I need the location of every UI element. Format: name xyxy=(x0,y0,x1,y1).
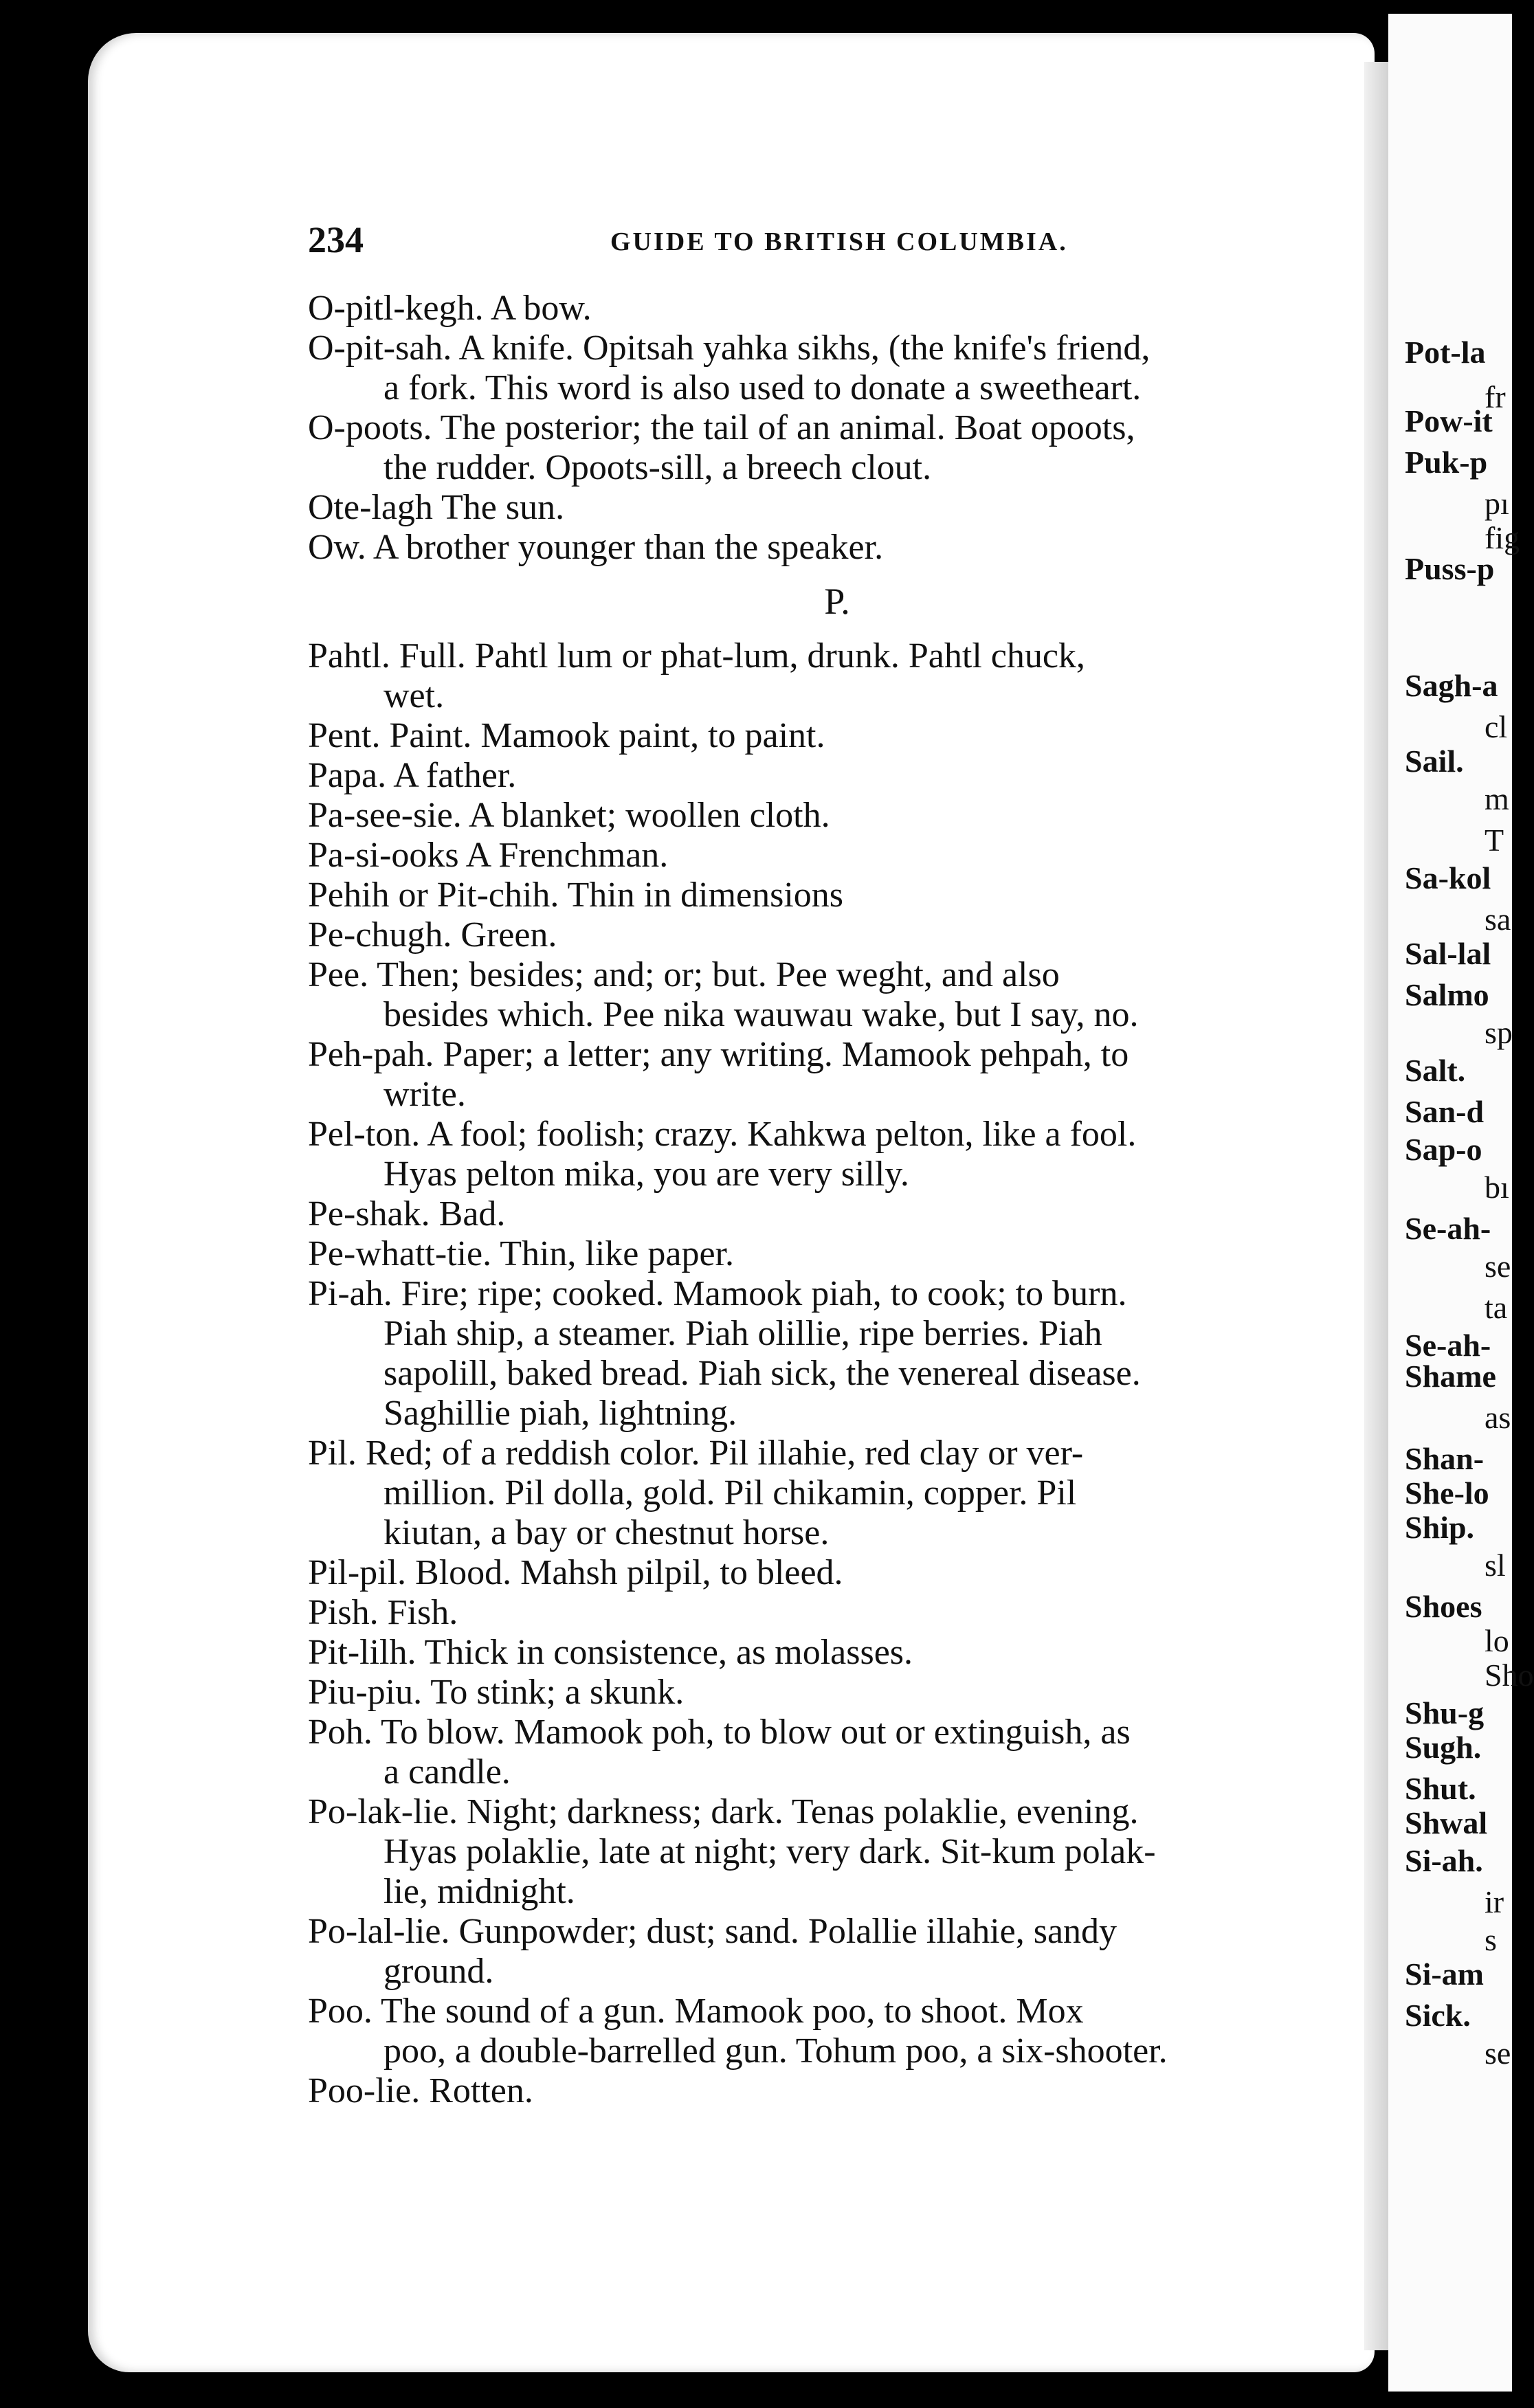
facing-page-fragment: Sugh. xyxy=(1405,1730,1482,1765)
facing-page-fragment: Shwal xyxy=(1405,1805,1488,1840)
dictionary-entry xyxy=(308,1274,1366,1434)
facing-page-fragment: Sa-kol xyxy=(1405,860,1491,895)
facing-page-fragment: Ship. xyxy=(1405,1510,1475,1545)
facing-page-fragment: Sap-o xyxy=(1405,1132,1482,1167)
entry-headline: Pil-pil. Blood. Mahsh pilpil, to bleed. xyxy=(308,1553,843,1592)
facing-page-fragment: sl xyxy=(1485,1548,1506,1583)
entry-continuation: Piah ship, a steamer. Piah olillie, ripe berries. Piah xyxy=(384,1314,1102,1353)
dictionary-entry xyxy=(308,1035,1366,1115)
dictionary-entry xyxy=(308,1115,1366,1194)
entry-headline: O-poots. The posterior; the tail of an animal. Boat opoots, xyxy=(308,408,1135,447)
entry-headline: Pent. Paint. Mamook paint, to paint. xyxy=(308,716,825,755)
facing-page-fragment: Sagh-a xyxy=(1405,668,1498,703)
entry-continuation: Saghillie piah, lightning. xyxy=(384,1394,737,1433)
dictionary-column xyxy=(308,289,1366,2111)
dictionary-entry xyxy=(308,1713,1366,1792)
entry-headline: Poo. The sound of a gun. Mamook poo, to shoot. Mox xyxy=(308,1992,1084,2031)
entry-continuation: the rudder. Opoots-sill, a breech clout. xyxy=(384,448,932,487)
entry-headline: Pit-lilh. Thick in consistence, as molasses. xyxy=(308,1633,913,1672)
entry-continuation: kiutan, a bay or chestnut horse. xyxy=(384,1513,830,1552)
entry-headline: Pee. Then; besides; and; or; but. Pee weght, and also xyxy=(308,955,1060,994)
entry-headline: Papa. A father. xyxy=(308,756,517,795)
facing-page-fragment: ta xyxy=(1485,1290,1508,1325)
facing-page-fragment: Shut. xyxy=(1405,1771,1476,1806)
facing-page-fragment: Sal-lal xyxy=(1405,936,1491,971)
facing-page-fragment: fr xyxy=(1485,379,1506,414)
entry-headline: Pa-si-ooks A Frenchman. xyxy=(308,836,669,875)
entry-headline: Poo-lie. Rotten. xyxy=(308,2071,533,2110)
dictionary-entry xyxy=(308,1673,1366,1713)
dictionary-entry xyxy=(308,636,1366,716)
dictionary-entry xyxy=(308,289,1366,328)
page-header xyxy=(308,219,1366,260)
dictionary-entry xyxy=(308,328,1366,408)
dictionary-entry xyxy=(308,1792,1366,1912)
dictionary-entry xyxy=(308,1912,1366,1992)
entry-headline: Ote-lagh The sun. xyxy=(308,488,565,527)
facing-page-fragment: sa xyxy=(1485,902,1511,937)
entry-headline: Ow. A brother younger than the speaker. xyxy=(308,528,884,567)
facing-page-fragment: San-d xyxy=(1405,1094,1485,1129)
dictionary-entry xyxy=(308,836,1366,876)
facing-page-fragment: Se-ah- xyxy=(1405,1328,1491,1363)
dictionary-entry xyxy=(308,876,1366,915)
dictionary-entry xyxy=(308,915,1366,955)
facing-page-fragment: Puk-p xyxy=(1405,445,1488,480)
dictionary-entry xyxy=(308,488,1366,528)
entry-continuation: write. xyxy=(384,1075,466,1114)
facing-page-fragment: She-lo xyxy=(1405,1475,1489,1510)
facing-page-fragment: Sho xyxy=(1485,1658,1534,1693)
entry-headline: Po-lak-lie. Night; darkness; dark. Tenas polaklie, evening. xyxy=(308,1792,1139,1831)
entry-continuation: a fork. This word is also used to donate a sweetheart. xyxy=(384,368,1142,408)
entry-continuation: sapolill, baked bread. Piah sick, the venereal disease. xyxy=(384,1354,1141,1393)
facing-page-fragment: se xyxy=(1485,1249,1511,1284)
entry-headline: Pahtl. Full. Pahtl lum or phat-lum, drunk. Pahtl chuck, xyxy=(308,636,1085,676)
facing-page-fragment: Shu-g xyxy=(1405,1695,1485,1730)
facing-page-fragment: ir xyxy=(1485,1884,1504,1919)
entry-continuation: Hyas polaklie, late at night; very dark. Sit-kum polak- xyxy=(384,1832,1156,1871)
entry-continuation: poo, a double-barrelled gun. Tohum poo, a six-shooter. xyxy=(384,2031,1168,2071)
facing-page-fragment: m xyxy=(1485,781,1509,816)
entry-headline: Pe-whatt-tie. Thin, like paper. xyxy=(308,1234,734,1273)
facing-page-fragment: Se-ah- xyxy=(1405,1211,1491,1246)
dictionary-entry xyxy=(308,955,1366,1035)
facing-page-fragment: Si-am xyxy=(1405,1957,1484,1992)
dictionary-entry xyxy=(308,1553,1366,1593)
entry-headline: Pehih or Pit-chih. Thin in dimensions xyxy=(308,876,844,915)
dictionary-entry xyxy=(308,716,1366,756)
dictionary-entry xyxy=(308,1194,1366,1234)
entry-continuation: ground. xyxy=(384,1952,494,1991)
entry-continuation: lie, midnight. xyxy=(384,1872,575,1911)
facing-page-fragment: Pot-la xyxy=(1405,335,1486,370)
facing-page-fragment: sp xyxy=(1485,1015,1513,1050)
facing-page-fragment: lo xyxy=(1485,1623,1509,1658)
dictionary-entry xyxy=(308,1633,1366,1673)
entry-headline: Pe-chugh. Green. xyxy=(308,915,557,955)
entry-continuation: Hyas pelton mika, you are very silly. xyxy=(384,1155,909,1194)
facing-page-fragment: Si-ah. xyxy=(1405,1843,1483,1878)
facing-page-fragment: Salmo xyxy=(1405,977,1489,1012)
dictionary-entry xyxy=(308,796,1366,836)
dictionary-entry xyxy=(308,1434,1366,1553)
facing-page-fragment: Shame xyxy=(1405,1359,1496,1394)
page-number: 234 xyxy=(308,219,364,260)
facing-page-fragment: as xyxy=(1485,1400,1511,1435)
entry-headline: Pish. Fish. xyxy=(308,1593,458,1632)
facing-page-fragment: Sail. xyxy=(1405,744,1464,779)
section-letter: P. xyxy=(824,581,850,622)
facing-page-fragment: Sick. xyxy=(1405,1998,1471,2033)
entry-continuation: a candle. xyxy=(384,1752,511,1792)
entry-headline: Pi-ah. Fire; ripe; cooked. Mamook piah, to cook; to burn. xyxy=(308,1274,1127,1313)
facing-page-edge xyxy=(1388,14,1534,2392)
facing-page-fragment: Pow-it xyxy=(1405,403,1493,438)
entry-headline: Peh-pah. Paper; a letter; any writing. Mamook pehpah, to xyxy=(308,1035,1129,1074)
facing-page-fragment: Shoes xyxy=(1405,1589,1482,1624)
dictionary-entry xyxy=(308,408,1366,488)
entry-headline: Pil. Red; of a reddish color. Pil illahie, red clay or ver- xyxy=(308,1434,1084,1473)
running-title: GUIDE TO BRITISH COLUMBIA. xyxy=(610,227,1068,256)
entry-headline: Poh. To blow. Mamook poh, to blow out or extinguish, as xyxy=(308,1713,1131,1752)
entry-headline: Pa-see-sie. A blanket; woollen cloth. xyxy=(308,796,830,835)
entry-headline: Piu-piu. To stink; a skunk. xyxy=(308,1673,685,1712)
facing-page-fragment: bı xyxy=(1485,1170,1509,1205)
entry-headline: Po-lal-lie. Gunpowder; dust; sand. Polallie illahie, sandy xyxy=(308,1912,1118,1951)
dictionary-entry xyxy=(308,1234,1366,1274)
facing-page-fragment: Shan- xyxy=(1405,1441,1485,1476)
dictionary-entry xyxy=(308,2071,1366,2111)
facing-page-fragment: Puss-p xyxy=(1405,551,1495,586)
entry-headline: Pe-shak. Bad. xyxy=(308,1194,506,1234)
facing-page-fragment: pı xyxy=(1485,486,1509,521)
dictionary-entry xyxy=(308,1992,1366,2071)
entry-headline: O-pitl-kegh. A bow. xyxy=(308,289,592,328)
dictionary-entry xyxy=(308,756,1366,796)
facing-page-fragment: Salt. xyxy=(1405,1053,1466,1088)
entry-headline: Pel-ton. A fool; foolish; crazy. Kahkwa pelton, like a fool. xyxy=(308,1115,1137,1154)
facing-page-fragment: T xyxy=(1485,823,1504,858)
dictionary-entry xyxy=(308,1593,1366,1633)
entry-headline: O-pit-sah. A knife. Opitsah yahka sikhs, (the knife's friend, xyxy=(308,328,1150,368)
facing-page-fragment: fig xyxy=(1485,520,1520,555)
entry-continuation: wet. xyxy=(384,676,445,715)
facing-page-fragment: se xyxy=(1485,2036,1511,2071)
dictionary-entry xyxy=(308,528,1366,568)
facing-page-fragment: cl xyxy=(1485,709,1508,744)
entry-continuation: besides which. Pee nika wauwau wake, but I say, no. xyxy=(384,995,1139,1034)
facing-page-fragment: s xyxy=(1485,1922,1497,1957)
entry-continuation: million. Pil dolla, gold. Pil chikamin, copper. Pil xyxy=(384,1473,1077,1513)
